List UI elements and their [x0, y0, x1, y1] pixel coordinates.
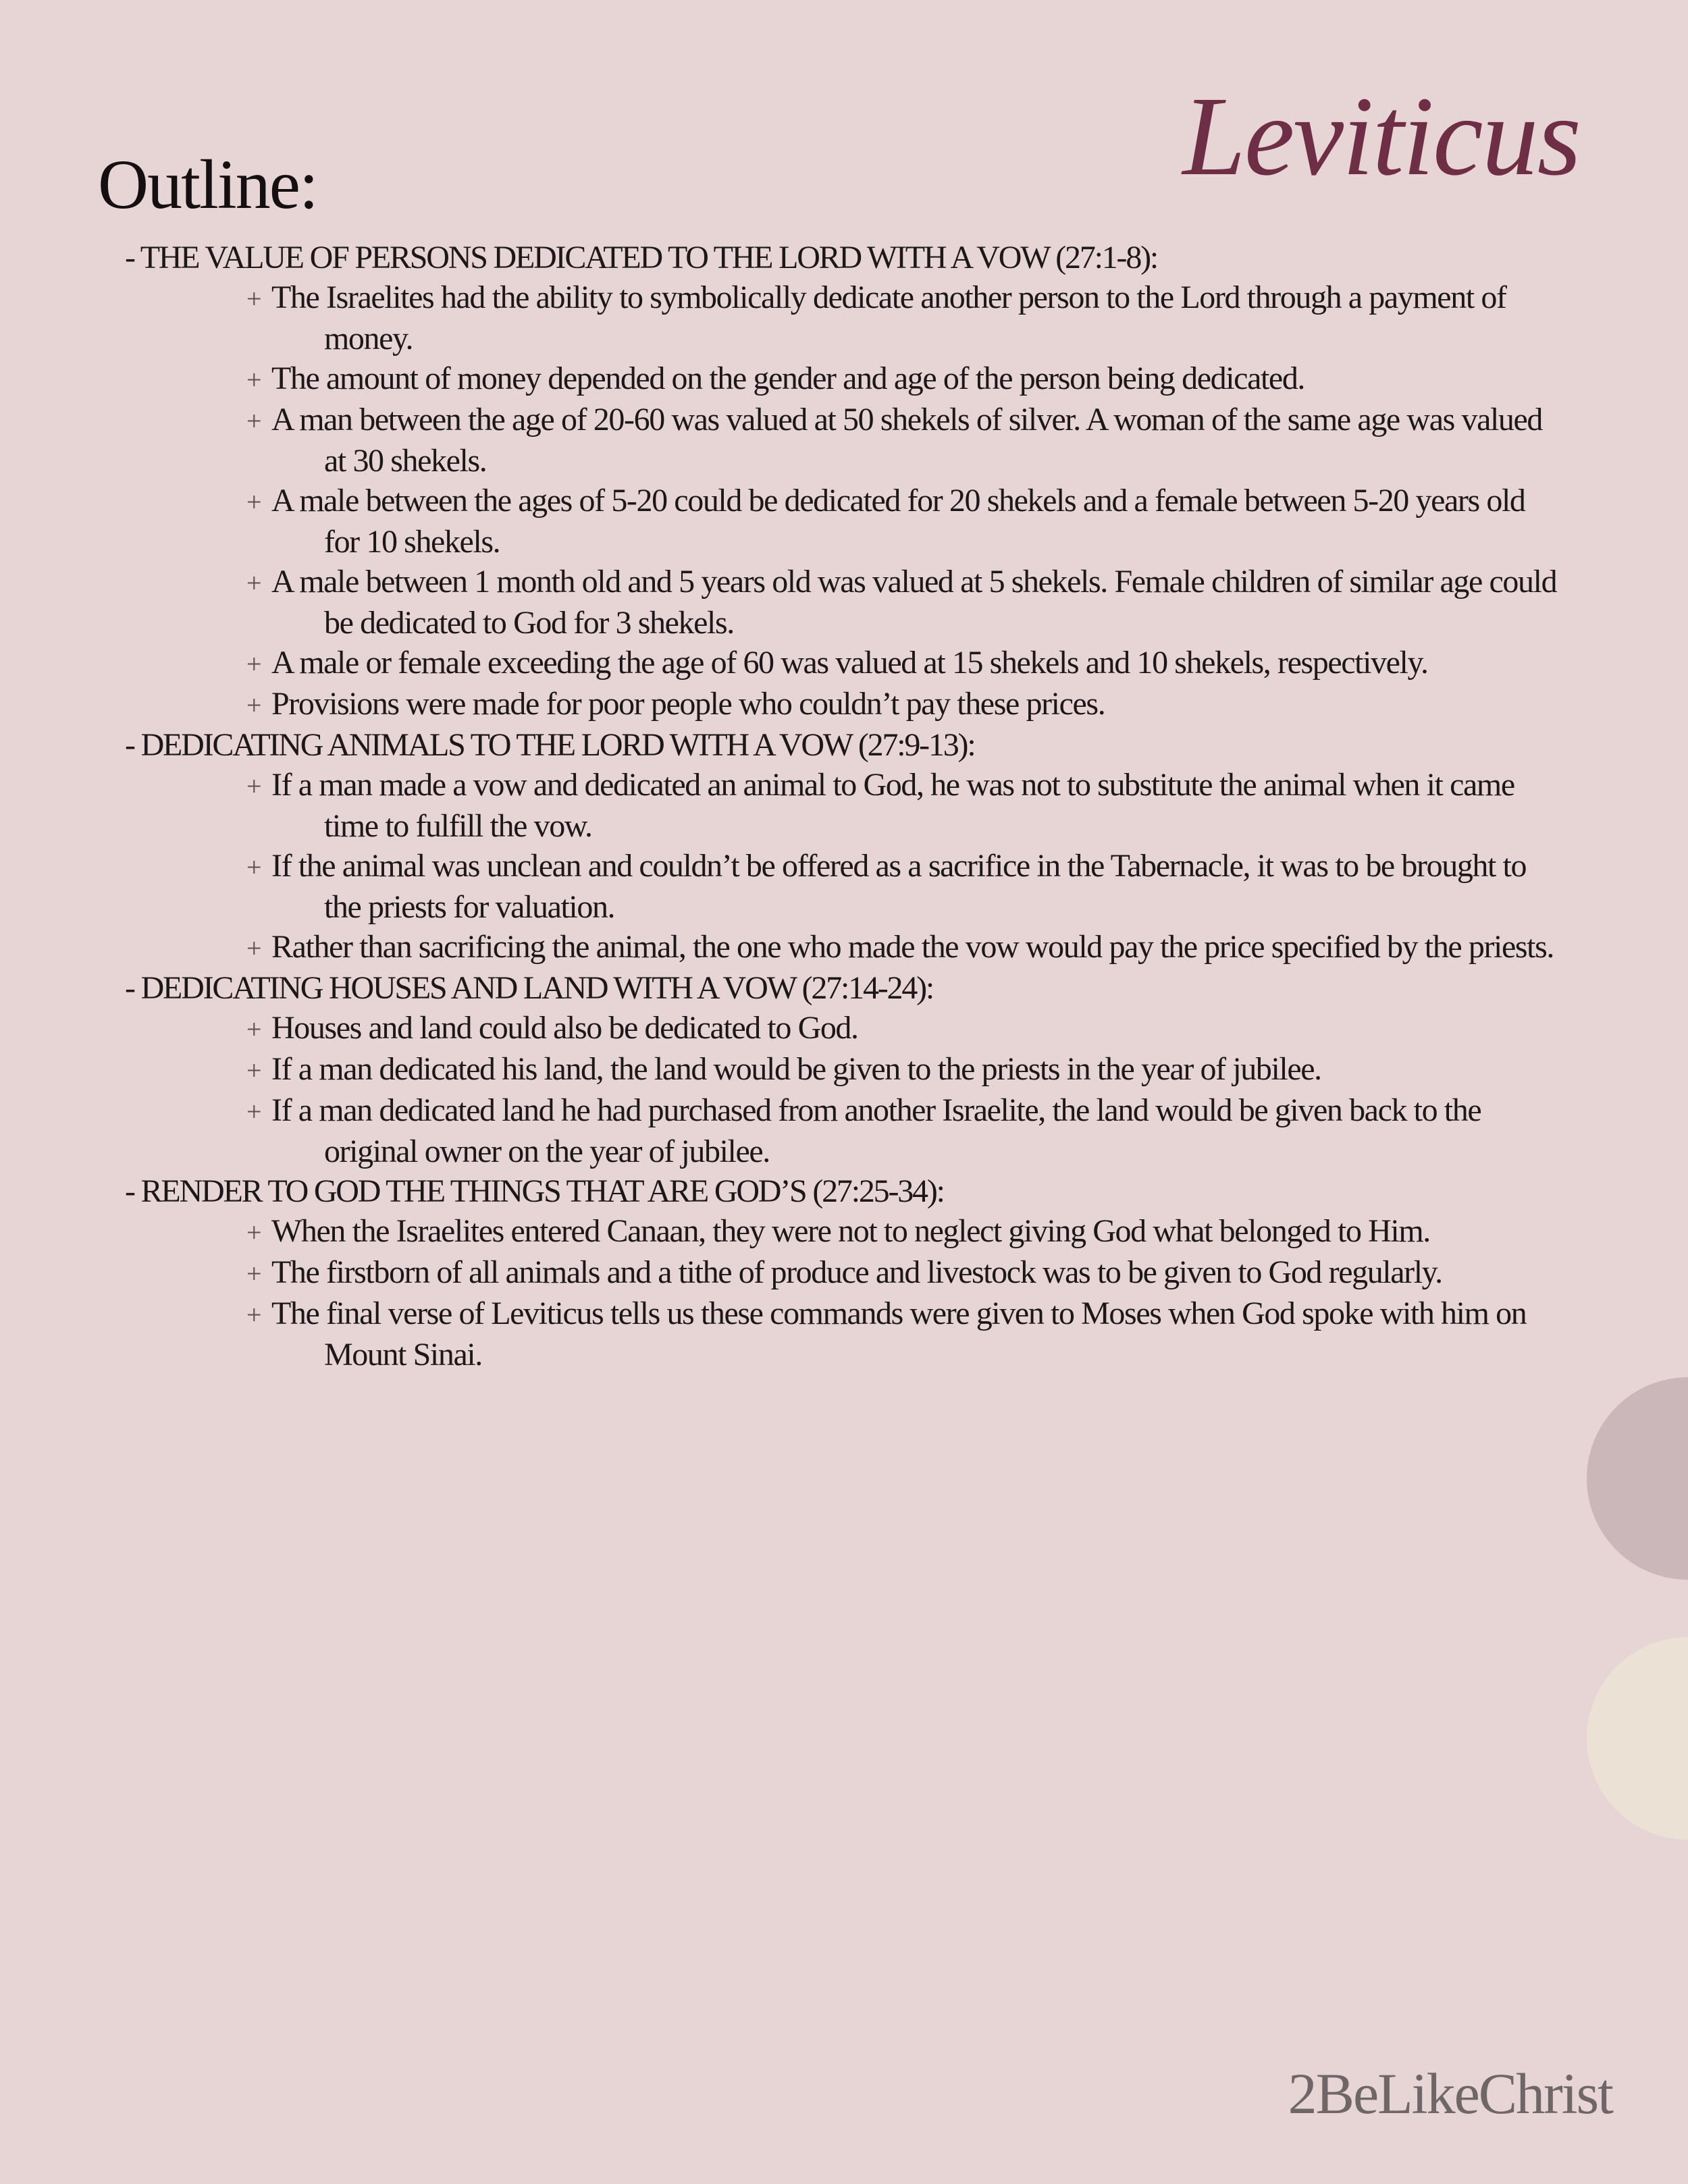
- list-item-text: A man between the age of 20-60 was valued at 50 shekels of silver. A woman of the same age was valued at 30 shekels.: [271, 402, 1543, 479]
- decorative-circle-mauve: [1587, 1377, 1688, 1580]
- list-item: [0, 358, 1688, 400]
- list-item: [0, 1211, 1688, 1252]
- list-item-text: The firstborn of all animals and a tithe of produce and livestock was to be given to God regularly.: [271, 1254, 1442, 1290]
- list-item: [0, 927, 1688, 968]
- list-item: [0, 481, 1688, 562]
- list-item-text: A male between the ages of 5-20 could be dedicated for 20 shekels and a female between 5-20 years old for 10 shekels.: [271, 483, 1525, 560]
- decorative-circle-cream: [1587, 1637, 1688, 1840]
- plus-bullet-icon: +: [246, 1014, 261, 1044]
- outline-section: [0, 725, 1688, 968]
- plus-bullet-icon: +: [246, 852, 261, 882]
- plus-bullet-icon: +: [246, 487, 261, 517]
- list-item: [0, 1252, 1688, 1294]
- list-item-text: A male between 1 month old and 5 years old was valued at 5 shekels. Female children of similar age could be dedicated to God for 3 shekels.: [271, 564, 1557, 641]
- list-item-text: The final verse of Leviticus tells us these commands were given to Moses when God spoke with him on Mount Sinai.: [271, 1296, 1527, 1373]
- list-item: [0, 765, 1688, 846]
- plus-bullet-icon: +: [246, 1055, 261, 1086]
- list-item-text: If a man made a vow and dedicated an animal to God, he was not to substitute the animal when it came time to fulfill the vow.: [271, 767, 1514, 844]
- plus-bullet-icon: +: [246, 406, 261, 436]
- list-item-text: Rather than sacrificing the animal, the one who made the vow would pay the price specified by the priests.: [271, 929, 1554, 965]
- plus-bullet-icon: +: [246, 1258, 261, 1289]
- outline-heading: Outline:: [98, 146, 317, 223]
- list-item-text: The Israelites had the ability to symbolically dedicate another person to the Lord through a payment of money.: [271, 279, 1506, 356]
- list-item: [0, 684, 1688, 725]
- plus-bullet-icon: +: [246, 690, 261, 720]
- list-item: [0, 643, 1688, 684]
- plus-bullet-icon: +: [246, 1217, 261, 1248]
- plus-bullet-icon: +: [246, 365, 261, 395]
- outline-body: [0, 238, 1688, 1375]
- list-item: [0, 846, 1688, 927]
- list-item: [0, 1294, 1688, 1375]
- plus-bullet-icon: +: [246, 1096, 261, 1127]
- section-title: - THE VALUE OF PERSONS DEDICATED TO THE LORD WITH A VOW (27:1-8):: [125, 240, 1158, 275]
- list-item-text: When the Israelites entered Canaan, they were not to neglect giving God what belonged to Him.: [271, 1213, 1430, 1249]
- list-item: [0, 1008, 1688, 1049]
- section-title: - DEDICATING ANIMALS TO THE LORD WITH A VOW (27:9-13):: [125, 727, 975, 763]
- plus-bullet-icon: +: [246, 1300, 261, 1330]
- brand-wordmark: 2BeLikeChrist: [1288, 2061, 1612, 2126]
- plus-bullet-icon: +: [246, 568, 261, 598]
- outline-section: [0, 238, 1688, 725]
- plus-bullet-icon: +: [246, 284, 261, 314]
- list-item-text: If a man dedicated his land, the land would be given to the priests in the year of jubilee.: [271, 1051, 1321, 1087]
- plus-bullet-icon: +: [246, 771, 261, 801]
- list-item-text: A male or female exceeding the age of 60 was valued at 15 shekels and 10 shekels, respectively.: [271, 645, 1428, 681]
- list-item-text: The amount of money depended on the gender and age of the person being dedicated.: [271, 361, 1305, 396]
- list-item: [0, 1090, 1688, 1171]
- section-title: - RENDER TO GOD THE THINGS THAT ARE GOD’S (27:25-34):: [125, 1173, 944, 1209]
- list-item: [0, 277, 1688, 358]
- list-item-text: If the animal was unclean and couldn’t be offered as a sacrifice in the Tabernacle, it was to be brought to the priests for valuation.: [271, 848, 1527, 925]
- list-item: [0, 400, 1688, 481]
- list-item-text: Houses and land could also be dedicated to God.: [271, 1010, 858, 1046]
- section-title: - DEDICATING HOUSES AND LAND WITH A VOW (27:14-24):: [125, 970, 934, 1006]
- plus-bullet-icon: +: [246, 649, 261, 679]
- list-item-text: If a man dedicated land he had purchased from another Israelite, the land would be given back to the original owner on the year of jubilee.: [271, 1092, 1481, 1169]
- list-item-text: Provisions were made for poor people who couldn’t pay these prices.: [271, 686, 1105, 722]
- list-item: [0, 1049, 1688, 1090]
- outline-section: [0, 1171, 1688, 1375]
- plus-bullet-icon: +: [246, 933, 261, 963]
- outline-section: [0, 968, 1688, 1171]
- list-item: [0, 562, 1688, 643]
- book-title: Leviticus: [1182, 74, 1580, 199]
